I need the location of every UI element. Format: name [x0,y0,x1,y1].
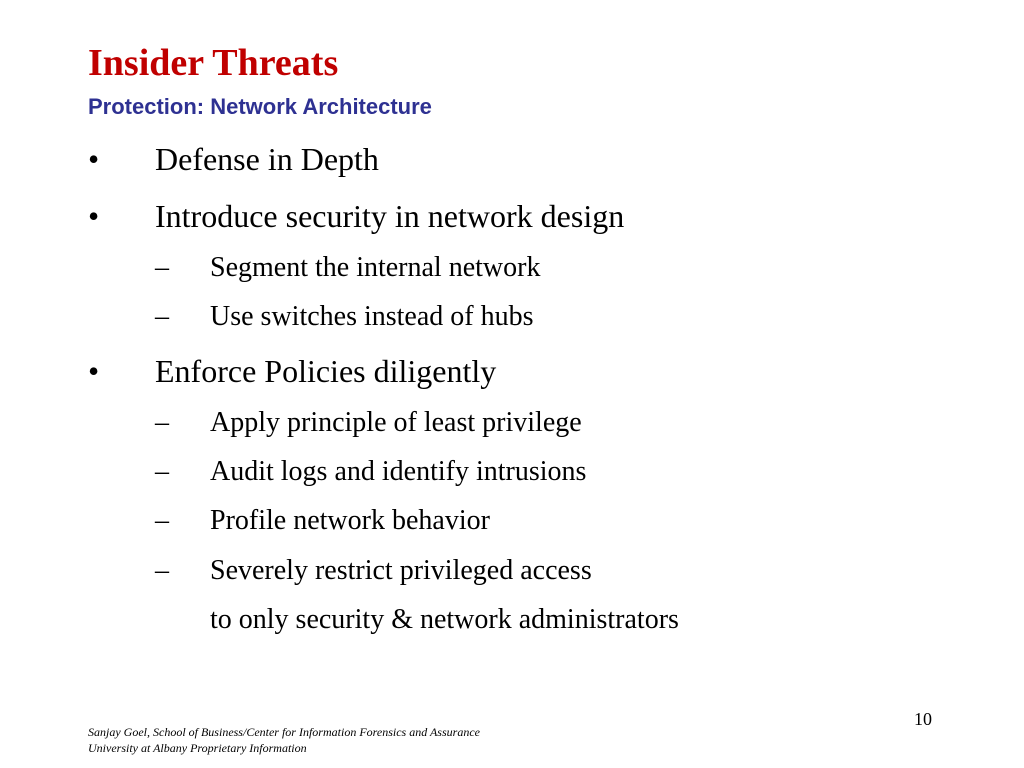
dash-marker: – [155,301,169,332]
bullet-text: Defense in Depth [155,141,379,177]
dash-marker: – [155,407,169,438]
dash-marker: – [155,456,169,487]
slide-title: Insider Threats [88,42,339,84]
bullet-marker: • [88,353,100,389]
footer [88,724,480,756]
dash-marker: – [155,555,169,586]
dash-marker: – [155,505,169,536]
footer-line-1: Sanjay Goel, School of Business/Center for Information Forensics and Assurance [88,725,480,739]
sub-bullet-text: to only security & network administrators [210,604,679,635]
bullet-marker: • [88,141,100,177]
sub-bullet-text: Severely restrict privileged access [210,555,592,586]
sub-bullet-text: Apply principle of least privilege [210,407,582,438]
bullet-text: Enforce Policies diligently [155,353,497,389]
slide-subtitle: Protection: Network Architecture [88,94,432,119]
page-number: 10 [914,709,932,729]
sub-bullet-text: Segment the internal network [210,252,541,283]
footer-line-2: University at Albany Proprietary Information [88,741,307,755]
sub-bullet-text: Use switches instead of hubs [210,301,534,332]
bullet-marker: • [88,198,100,234]
sub-bullet-text: Audit logs and identify intrusions [210,456,587,487]
sub-bullet-text: Profile network behavior [210,505,490,536]
bullet-text: Introduce security in network design [155,198,625,234]
dash-marker: – [155,252,169,283]
